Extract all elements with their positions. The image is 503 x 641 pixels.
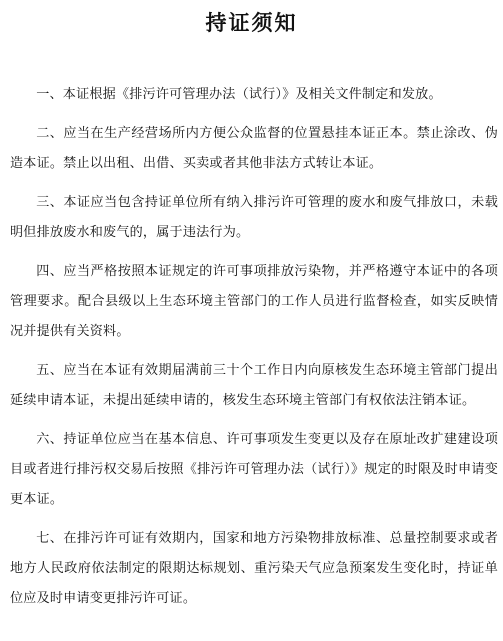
paragraph-7: 七、在排污许可证有效期内，国家和地方污染物排放标准、总量控制要求或者地方人民政府依法制定的限期达标规划、重污染天气应急预案发生变化时，持证单位应及时申请变更排污许可证。: [10, 531, 498, 606]
paragraph-5: 五、应当在本证有效期届满前三十个工作日内向原核发生态环境主管部门提出延续申请本证，未提出延续申请的，核发生态环境主管部门有权依法注销本证。: [10, 363, 498, 408]
document-body: [10, 80, 498, 623]
paragraph-1: 一、本证根据《排污许可管理办法（试行）》及相关文件制定和发放。: [36, 87, 442, 102]
paragraph-2: 二、应当在生产经营场所内方便公众监督的位置悬挂本证正本。禁止涂改、伪造本证。禁止以出租、出借、买卖或者其他非法方式转让本证。: [10, 126, 498, 171]
paragraph-4: 四、应当严格按照本证规定的许可事项排放污染物，并严格遵守本证中的各项管理要求。配合县级以上生态环境主管部门的工作人员进行监督检查，如实反映情况并提供有关资料。: [10, 264, 498, 339]
paragraph-3: 三、本证应当包含持证单位所有纳入排污许可管理的废水和废气排放口，未载明但排放废水和废气的，属于违法行为。: [10, 195, 498, 240]
paragraph-6: 六、持证单位应当在基本信息、许可事项发生变更以及存在原址改扩建建设项目或者进行排污权交易后按照《排污许可管理办法（试行）》规定的时限及时申请变更本证。: [10, 432, 498, 507]
document-title: 持证须知: [205, 11, 298, 35]
